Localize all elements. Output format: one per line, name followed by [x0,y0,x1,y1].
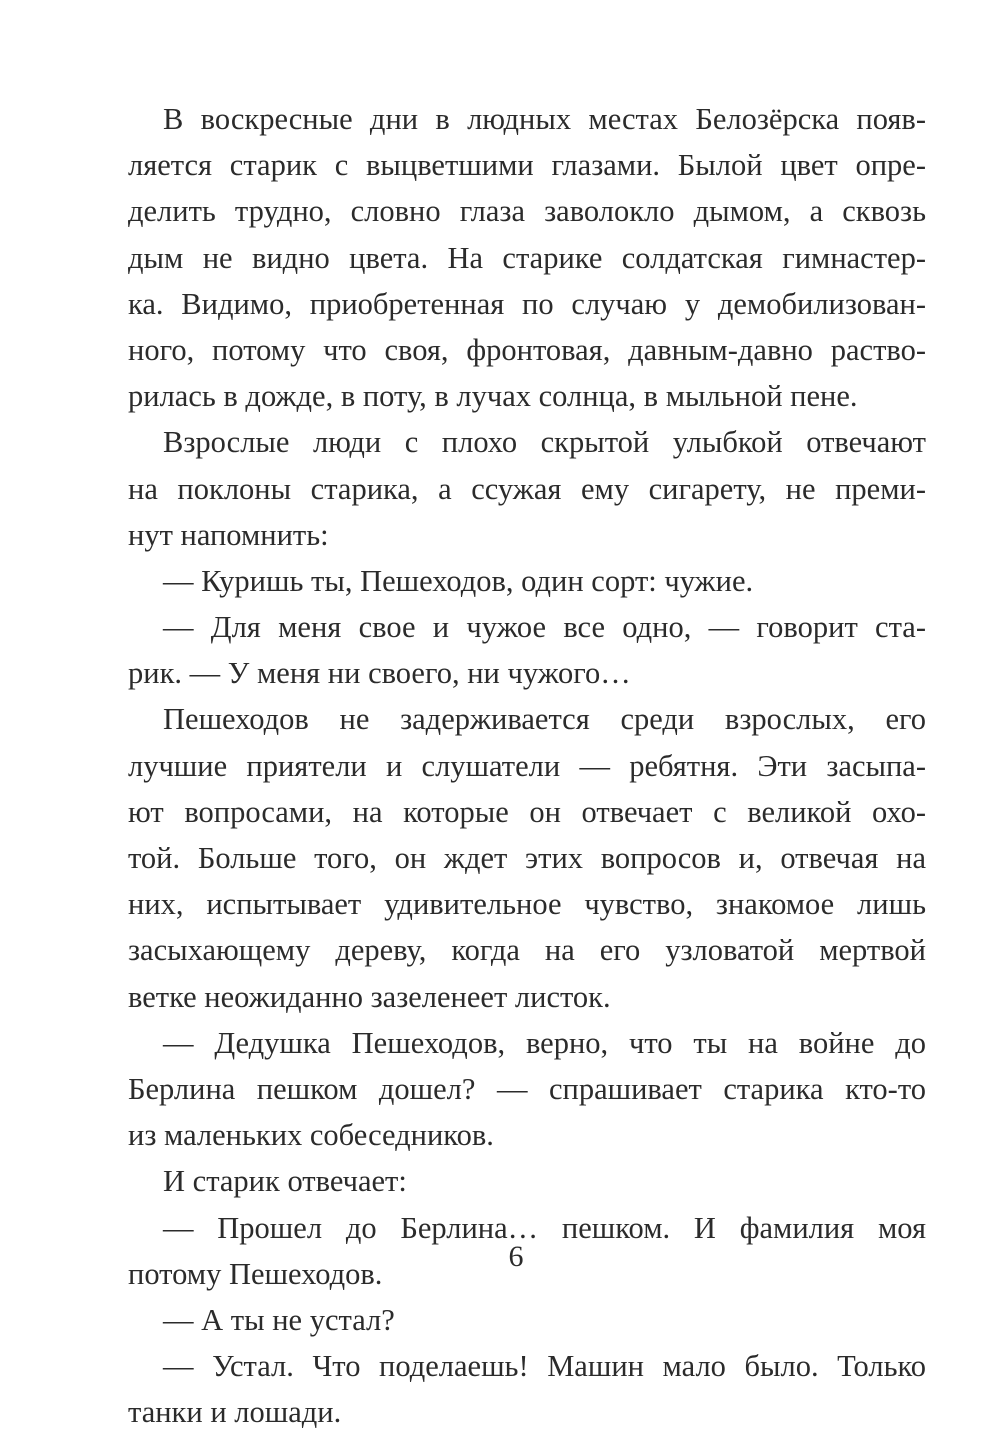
text-line: — Прошел до Берлина… пешком. И фамилия моя [163,1210,926,1245]
text-line: — Дедушка Пешеходов, верно, что ты на войне до [163,1025,926,1060]
page-body [128,96,926,1430]
text-line: ка. Видимо, приобретенная по случаю у демобилизован- [128,286,926,321]
text-line: В воскресные дни в людных местах Белозёрска появ- [163,102,926,136]
text-line: Берлина пешком дошел? — спрашивает старика кто-то [128,1071,926,1106]
text-line: потому Пешеходов. [128,1256,383,1291]
text-line: ного, потому что своя, фронтовая, давным-давно раство- [128,332,926,367]
text-line: них, испытывает удивительное чувство, знакомое лишь [128,887,926,922]
text-line: рик. — У меня ни своего, ни чужого… [128,656,631,691]
text-line: делить трудно, словно глаза заволокло дымом, а сквозь [128,194,926,229]
text-line: той. Больше того, он ждет этих вопросов и, отвечая на [128,841,926,875]
text-line: — Для меня свое и чужое все одно, — говорит ста- [163,610,926,645]
text-line: — Куришь ты, Пешеходов, один сорт: чужие. [163,563,754,598]
text-line: нут напомнить: [128,517,329,552]
page-number: 6 [508,1240,524,1273]
text-line: ляется старик с выцветшими глазами. Былой цвет опре- [128,148,926,183]
text-line: — Устал. Что поделаешь! Машин мало было. Только [163,1349,926,1384]
text-line: из маленьких собеседников. [128,1118,494,1153]
text-line: на поклоны старика, а ссужая ему сигарету, не преми- [128,471,926,506]
text-line: И старик отвечает: [163,1164,407,1199]
text-line: лучшие приятели и слушатели — ребятня. Эти засыпа- [128,748,926,783]
text-line: — А ты не устал? [163,1302,395,1337]
text-line: дым не видно цвета. На старике солдатская гимнастер- [128,240,926,275]
text-line: ют вопросами, на которые он отвечает с великой охо- [128,794,926,829]
text-line: ветке неожиданно зазеленеет листок. [128,979,611,1014]
text-line: засыхающему дереву, когда на его узловатой мертвой [128,933,926,968]
text-line: танки и лошади. [128,1395,342,1430]
text-line: рилась в дожде, в поту, в лучах солнца, в мыльной пене. [128,379,858,414]
text-line: Взрослые люди с плохо скрытой улыбкой отвечают [163,425,926,460]
text-line: Пешеходов не задерживается среди взрослых, его [163,702,926,737]
